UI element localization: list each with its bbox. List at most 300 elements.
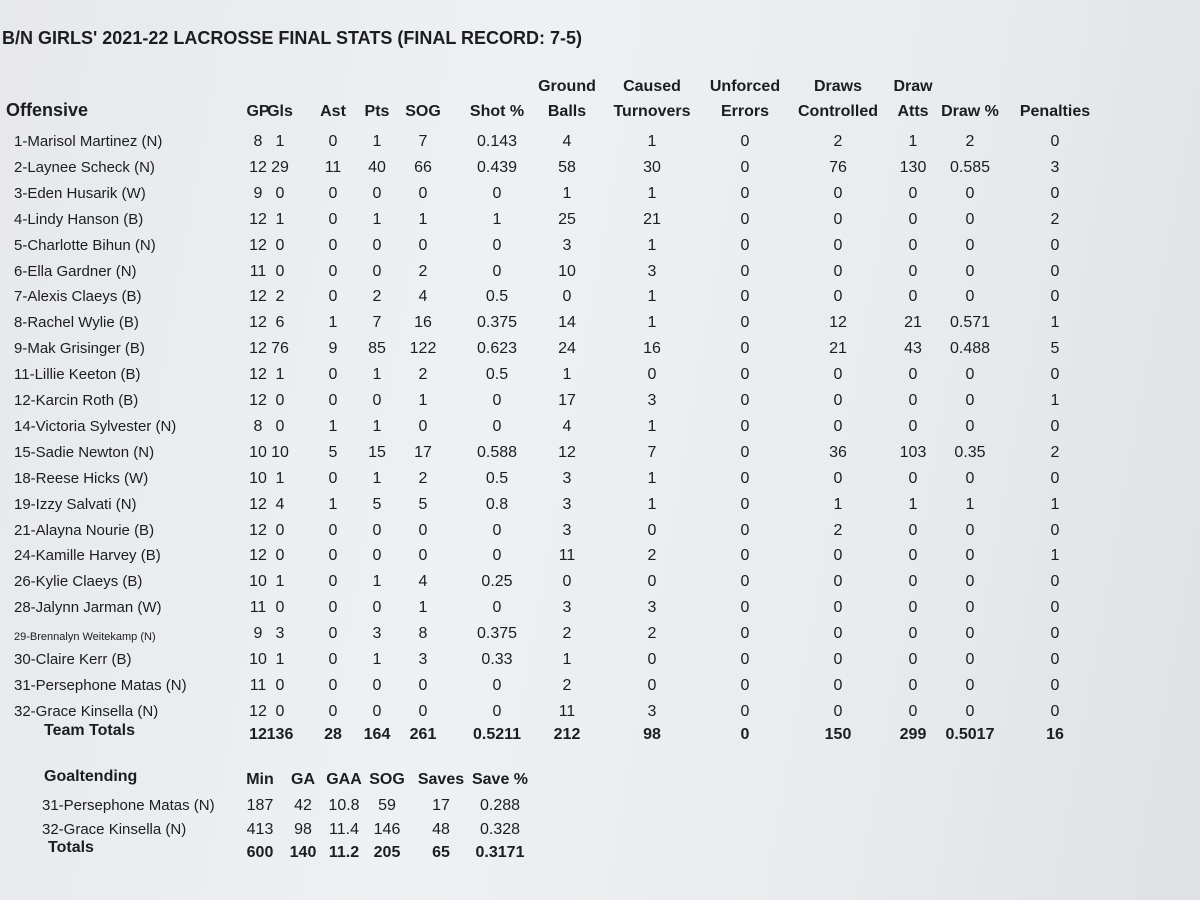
stat-cell: 0 <box>275 676 285 694</box>
column-header: Controlled <box>798 103 878 120</box>
stat-cell: 59 <box>378 797 396 814</box>
stat-cell: 1 <box>328 314 338 332</box>
stat-cell: 0 <box>647 573 657 591</box>
stat-cell: 0 <box>833 184 843 202</box>
stat-cell: 0 <box>372 599 382 617</box>
stat-cell: 43 <box>904 340 922 358</box>
stat-cell: 0 <box>740 236 750 254</box>
stat-cell: 0 <box>908 392 918 409</box>
total-cell: 205 <box>373 844 401 861</box>
stat-cell: 10 <box>249 651 267 668</box>
stat-cell: 10 <box>249 469 267 487</box>
stat-cell: 1 <box>328 495 338 513</box>
stat-cell: 1 <box>275 573 285 591</box>
stat-cell: 2 <box>1050 210 1060 228</box>
player-name: 3-Eden Husarik (W) <box>14 184 146 202</box>
stat-cell: 0 <box>328 184 338 202</box>
stat-cell: 0 <box>328 288 338 306</box>
stat-cell: 0 <box>647 521 657 539</box>
stat-cell: 21 <box>829 340 847 358</box>
stat-cell: 0 <box>492 599 502 617</box>
stat-cell: 0 <box>833 651 843 668</box>
stat-cell: 25 <box>558 210 576 228</box>
stat-cell: 187 <box>246 797 274 814</box>
stat-cell: 0 <box>965 210 975 228</box>
total-cell: 11.2 <box>328 844 360 861</box>
column-header: Saves <box>417 771 465 788</box>
stat-cell: 0 <box>328 210 338 228</box>
stat-cell: 0 <box>908 547 918 565</box>
stat-cell: 0 <box>908 417 918 435</box>
stat-cell: 0 <box>275 184 285 202</box>
stat-cell: 0 <box>328 236 338 254</box>
total-cell: 65 <box>432 844 450 861</box>
stat-cell: 0 <box>965 262 975 280</box>
stat-cell: 0 <box>833 366 843 384</box>
stat-cell: 1 <box>647 417 657 435</box>
stat-cell: 17 <box>414 443 432 461</box>
stat-cell: 2 <box>418 469 428 487</box>
stat-cell: 6 <box>275 314 285 332</box>
stat-cell: 14 <box>558 314 576 332</box>
column-header: Unforced <box>709 78 781 95</box>
stat-cell: 0 <box>833 469 843 487</box>
stat-cell: 0 <box>1050 573 1060 591</box>
stat-cell: 0 <box>418 417 428 435</box>
stat-cell: 0 <box>418 702 428 720</box>
stat-cell: 0 <box>965 625 975 643</box>
stat-cell: 0.5 <box>485 366 509 384</box>
stat-cell: 0 <box>1050 651 1060 668</box>
stat-cell: 0 <box>647 676 657 694</box>
stat-cell: 66 <box>414 158 432 176</box>
stat-cell: 0.8 <box>485 495 509 513</box>
stat-cell: 12 <box>249 366 267 384</box>
stat-cell: 0 <box>833 599 843 617</box>
stat-cell: 0 <box>833 236 843 254</box>
total-cell: 0.5211 <box>472 726 522 743</box>
total-cell: 212 <box>553 726 581 743</box>
stat-cell: 40 <box>368 158 386 176</box>
stat-cell: 3 <box>647 262 657 280</box>
stat-cell: 17 <box>432 797 450 814</box>
stat-cell: 0 <box>418 184 428 202</box>
stat-cell: 0 <box>740 366 750 384</box>
stat-cell: 0 <box>740 625 750 643</box>
column-header: SOG <box>369 771 405 788</box>
stat-cell: 0 <box>1050 288 1060 306</box>
stat-cell: 4 <box>562 133 572 150</box>
stat-cell: 98 <box>294 821 312 838</box>
stat-cell: 8 <box>253 417 263 435</box>
stat-cell: 9 <box>253 625 263 643</box>
stat-cell: 2 <box>647 625 657 643</box>
stat-cell: 0 <box>965 599 975 617</box>
stat-cell: 1 <box>275 133 285 150</box>
stat-cell: 30 <box>643 158 661 176</box>
stat-cell: 146 <box>373 821 401 838</box>
stat-cell: 0 <box>328 469 338 487</box>
stat-cell: 3 <box>1050 158 1060 176</box>
player-name: 11-Lillie Keeton (B) <box>14 366 141 384</box>
stat-cell: 0 <box>275 547 285 565</box>
stat-cell: 85 <box>368 340 386 358</box>
stat-cell: 103 <box>899 443 927 461</box>
stat-cell: 0 <box>275 702 285 720</box>
player-name: 1-Marisol Martinez (N) <box>14 133 163 150</box>
stat-cell: 11 <box>249 262 267 280</box>
stat-cell: 0 <box>833 702 843 720</box>
stat-cell: 0 <box>908 366 918 384</box>
stat-cell: 1 <box>372 417 382 435</box>
stat-cell: 11 <box>249 599 267 617</box>
stat-cell: 0 <box>908 702 918 720</box>
stat-cell: 0 <box>1050 676 1060 694</box>
stat-cell: 0 <box>372 236 382 254</box>
stat-cell: 0 <box>908 651 918 668</box>
stat-cell: 0 <box>492 547 502 565</box>
stat-cell: 21 <box>643 210 661 228</box>
stat-cell: 0 <box>740 288 750 306</box>
stat-cell: 0 <box>740 495 750 513</box>
stat-cell: 0 <box>328 366 338 384</box>
stat-cell: 0 <box>328 262 338 280</box>
stat-cell: 42 <box>294 797 312 814</box>
team-totals-label: Team Totals <box>44 722 135 739</box>
stat-cell: 10 <box>249 573 267 591</box>
column-header: SOG <box>405 103 441 120</box>
stat-cell: 0 <box>275 521 285 539</box>
stat-cell: 0.588 <box>476 443 518 461</box>
stat-cell: 12 <box>249 288 267 306</box>
stat-cell: 0 <box>908 236 918 254</box>
stat-cell: 0 <box>908 599 918 617</box>
stat-cell: 0 <box>908 469 918 487</box>
stat-cell: 12 <box>249 392 267 409</box>
stat-cell: 1 <box>418 210 428 228</box>
stat-cell: 11 <box>558 547 576 565</box>
stat-cell: 0 <box>562 573 572 591</box>
stat-cell: 1 <box>1050 314 1060 332</box>
stat-cell: 0 <box>492 521 502 539</box>
stat-cell: 0 <box>562 288 572 306</box>
stat-cell: 0 <box>328 676 338 694</box>
stat-cell: 0 <box>833 625 843 643</box>
stat-cell: 3 <box>418 651 428 668</box>
player-name: 32-Grace Kinsella (N) <box>14 702 159 720</box>
stat-cell: 0.571 <box>949 314 991 332</box>
stat-cell: 12 <box>249 210 267 228</box>
stat-cell: 0 <box>740 599 750 617</box>
stat-cell: 0 <box>740 521 750 539</box>
stat-cell: 58 <box>558 158 576 176</box>
player-name: 31-Persephone Matas (N) <box>14 676 187 694</box>
stat-cell: 12 <box>249 521 267 539</box>
column-header: GA <box>291 771 315 788</box>
stat-cell: 0 <box>740 340 750 358</box>
stat-cell: 8 <box>418 625 428 643</box>
stat-cell: 0 <box>328 392 338 409</box>
stat-cell: 0 <box>275 262 285 280</box>
stat-cell: 1 <box>1050 495 1060 513</box>
stat-cell: 0 <box>908 210 918 228</box>
stat-cell: 0 <box>740 651 750 668</box>
total-cell: 28 <box>324 726 342 743</box>
stat-cell: 10 <box>271 443 289 461</box>
column-header: GP <box>246 103 270 120</box>
page-title: B/N GIRLS' 2021-22 LACROSSE FINAL STATS (FINAL RECORD: 7-5) <box>2 28 583 48</box>
stat-cell: 0 <box>833 262 843 280</box>
total-cell: 0.3171 <box>475 844 525 861</box>
total-cell: 16 <box>1046 726 1064 743</box>
stat-cell: 48 <box>432 821 450 838</box>
stat-cell: 1 <box>908 133 918 150</box>
stat-cell: 7 <box>647 443 657 461</box>
stat-cell: 9 <box>253 184 263 202</box>
stat-cell: 0 <box>965 236 975 254</box>
stat-cell: 0 <box>492 184 502 202</box>
stat-cell: 0 <box>418 521 428 539</box>
stat-cell: 0 <box>965 392 975 409</box>
stat-cell: 1 <box>372 573 382 591</box>
stat-cell: 122 <box>409 340 437 358</box>
column-header: Draw <box>893 78 933 95</box>
stat-cell: 0 <box>647 366 657 384</box>
player-name: 24-Kamille Harvey (B) <box>14 547 161 565</box>
stat-cell: 0.33 <box>481 651 513 668</box>
stat-cell: 0 <box>275 236 285 254</box>
column-header: Ground <box>538 78 596 95</box>
stat-cell: 12 <box>249 547 267 565</box>
column-header: Balls <box>547 103 587 120</box>
stat-cell: 0 <box>275 599 285 617</box>
stat-cell: 0 <box>647 651 657 668</box>
stat-cell: 4 <box>275 495 285 513</box>
stat-cell: 0 <box>418 547 428 565</box>
stat-cell: 0.375 <box>476 625 518 643</box>
stat-cell: 0.623 <box>476 340 518 358</box>
stat-cell: 1 <box>372 469 382 487</box>
stat-cell: 1 <box>647 288 657 306</box>
stat-cell: 0 <box>492 392 502 409</box>
stat-cell: 0 <box>965 651 975 668</box>
column-header: Turnovers <box>613 103 691 120</box>
stat-cell: 3 <box>275 625 285 643</box>
stat-cell: 3 <box>647 392 657 409</box>
stat-cell: 2 <box>647 547 657 565</box>
stat-cell: 130 <box>899 158 927 176</box>
stat-cell: 0 <box>1050 702 1060 720</box>
stat-cell: 0 <box>328 573 338 591</box>
player-name: 8-Rachel Wylie (B) <box>14 314 139 332</box>
stat-cell: 2 <box>965 133 975 150</box>
stat-cell: 2 <box>562 625 572 643</box>
stat-cell: 0 <box>372 521 382 539</box>
stat-cell: 0 <box>740 417 750 435</box>
stat-cell: 1 <box>492 210 502 228</box>
stat-cell: 1 <box>562 651 572 668</box>
player-name: 5-Charlotte Bihun (N) <box>14 236 156 254</box>
stat-cell: 12 <box>249 702 267 720</box>
stat-cell: 1 <box>647 495 657 513</box>
stat-cell: 0 <box>275 417 285 435</box>
player-name: 19-Izzy Salvati (N) <box>14 495 137 513</box>
stat-cell: 15 <box>368 443 386 461</box>
stat-cell: 0 <box>492 236 502 254</box>
stat-cell: 11 <box>249 676 267 694</box>
stat-cell: 0 <box>328 133 338 150</box>
player-name: 21-Alayna Nourie (B) <box>14 521 155 539</box>
stat-cell: 4 <box>562 417 572 435</box>
column-header: Draws <box>813 78 863 95</box>
column-header: Errors <box>720 103 770 120</box>
stat-cell: 1 <box>418 599 428 617</box>
player-name: 18-Reese Hicks (W) <box>14 469 149 487</box>
stat-cell: 1 <box>562 184 572 202</box>
total-cell: 600 <box>246 844 274 861</box>
stat-cell: 0 <box>328 547 338 565</box>
stat-cell: 16 <box>414 314 432 332</box>
column-header: Draw % <box>941 103 999 120</box>
stat-cell: 3 <box>647 599 657 617</box>
stat-cell: 0 <box>965 547 975 565</box>
stat-cell: 0 <box>328 599 338 617</box>
stat-cell: 76 <box>829 158 847 176</box>
stat-cell: 0 <box>965 702 975 720</box>
column-header: Gls <box>267 103 293 120</box>
stat-cell: 21 <box>904 314 922 332</box>
stat-cell: 1 <box>647 314 657 332</box>
total-cell: 150 <box>824 726 852 743</box>
stat-cell: 12 <box>829 314 847 332</box>
player-name: 30-Claire Kerr (B) <box>14 651 132 668</box>
stat-cell: 3 <box>562 469 572 487</box>
stat-cell: 0 <box>1050 236 1060 254</box>
goalie-totals-label: Totals <box>48 839 94 856</box>
stat-cell: 0.5 <box>485 469 509 487</box>
offensive-label: Offensive <box>6 100 89 120</box>
stat-cell: 0 <box>965 573 975 591</box>
stat-cell: 3 <box>372 625 382 643</box>
stat-cell: 0 <box>372 702 382 720</box>
stat-cell: 0 <box>740 392 750 409</box>
stat-cell: 3 <box>562 521 572 539</box>
column-header: Penalties <box>1019 103 1091 120</box>
stat-cell: 2 <box>418 366 428 384</box>
stat-cell: 0.35 <box>954 443 986 461</box>
stat-cell: 0 <box>965 366 975 384</box>
stat-cell: 0 <box>492 262 502 280</box>
stat-cell: 0 <box>418 676 428 694</box>
goalie-name: 31-Persephone Matas (N) <box>42 797 215 814</box>
stat-cell: 1 <box>833 495 843 513</box>
stat-cell: 0 <box>740 133 750 150</box>
stat-cell: 0 <box>908 288 918 306</box>
stat-cell: 0 <box>740 184 750 202</box>
stat-cell: 0 <box>1050 262 1060 280</box>
stat-cell: 0 <box>833 417 843 435</box>
stat-cell: 0 <box>833 210 843 228</box>
stat-cell: 2 <box>833 521 843 539</box>
stat-cell: 0.488 <box>949 340 991 358</box>
stat-cell: 10.8 <box>328 797 360 814</box>
stat-cell: 1 <box>1050 392 1060 409</box>
stat-cell: 11.4 <box>329 821 359 838</box>
stat-cell: 0 <box>1050 184 1060 202</box>
stat-cell: 12 <box>558 443 576 461</box>
stat-cell: 0 <box>328 521 338 539</box>
stat-cell: 0 <box>1050 625 1060 643</box>
stat-cell: 0 <box>1050 417 1060 435</box>
total-cell: 164 <box>363 726 391 743</box>
player-name: 9-Mak Grisinger (B) <box>14 340 145 358</box>
stat-cell: 16 <box>643 340 661 358</box>
stat-cell: 11 <box>558 702 576 720</box>
column-header: Caused <box>623 78 681 95</box>
stat-cell: 0 <box>372 392 382 409</box>
column-header: Ast <box>320 103 346 120</box>
stat-cell: 7 <box>418 133 428 150</box>
stat-cell: 1 <box>562 366 572 384</box>
total-cell: 140 <box>289 844 317 861</box>
stat-cell: 0 <box>492 676 502 694</box>
stat-cell: 2 <box>275 288 285 306</box>
stat-cell: 0 <box>372 676 382 694</box>
stat-cell: 0 <box>908 573 918 591</box>
stat-cell: 0.375 <box>476 314 518 332</box>
stat-cell: 0 <box>740 210 750 228</box>
stat-cell: 7 <box>372 314 382 332</box>
total-cell: 261 <box>409 726 437 743</box>
stat-cell: 1 <box>647 133 657 150</box>
stat-cell: 1 <box>965 495 975 513</box>
goalie-name: 32-Grace Kinsella (N) <box>42 821 187 838</box>
player-name: 7-Alexis Claeys (B) <box>14 288 142 306</box>
stat-cell: 0 <box>1050 521 1060 539</box>
stat-cell: 0.439 <box>476 158 518 176</box>
stat-cell: 11 <box>324 158 342 176</box>
player-name: 12-Karcin Roth (B) <box>14 392 139 409</box>
stat-cell: 0.25 <box>481 573 513 591</box>
stat-cell: 0 <box>833 573 843 591</box>
stat-cell: 0 <box>965 417 975 435</box>
stat-cell: 0 <box>908 676 918 694</box>
stat-cell: 1 <box>275 651 285 668</box>
stat-cell: 0 <box>965 676 975 694</box>
stat-cell: 0 <box>833 547 843 565</box>
total-cell: 299 <box>899 726 927 743</box>
player-name: 6-Ella Gardner (N) <box>14 262 137 280</box>
stat-cell: 0 <box>328 651 338 668</box>
stat-cell: 0 <box>740 702 750 720</box>
stat-cell: 12 <box>249 236 267 254</box>
stat-cell: 24 <box>558 340 576 358</box>
stat-cell: 0.585 <box>949 158 991 176</box>
stat-cell: 5 <box>1050 340 1060 358</box>
stat-cell: 1 <box>275 469 285 487</box>
stat-cell: 4 <box>418 573 428 591</box>
stat-cell: 3 <box>562 495 572 513</box>
stat-cell: 1 <box>372 366 382 384</box>
stat-cell: 1 <box>908 495 918 513</box>
column-header: GAA <box>326 771 362 788</box>
stat-cell: 2 <box>418 262 428 280</box>
column-header: Min <box>246 771 274 788</box>
stat-cell: 5 <box>328 443 338 461</box>
goaltending-label: Goaltending <box>44 768 138 785</box>
stat-cell: 12 <box>249 158 267 176</box>
stat-cell: 1 <box>372 133 382 150</box>
